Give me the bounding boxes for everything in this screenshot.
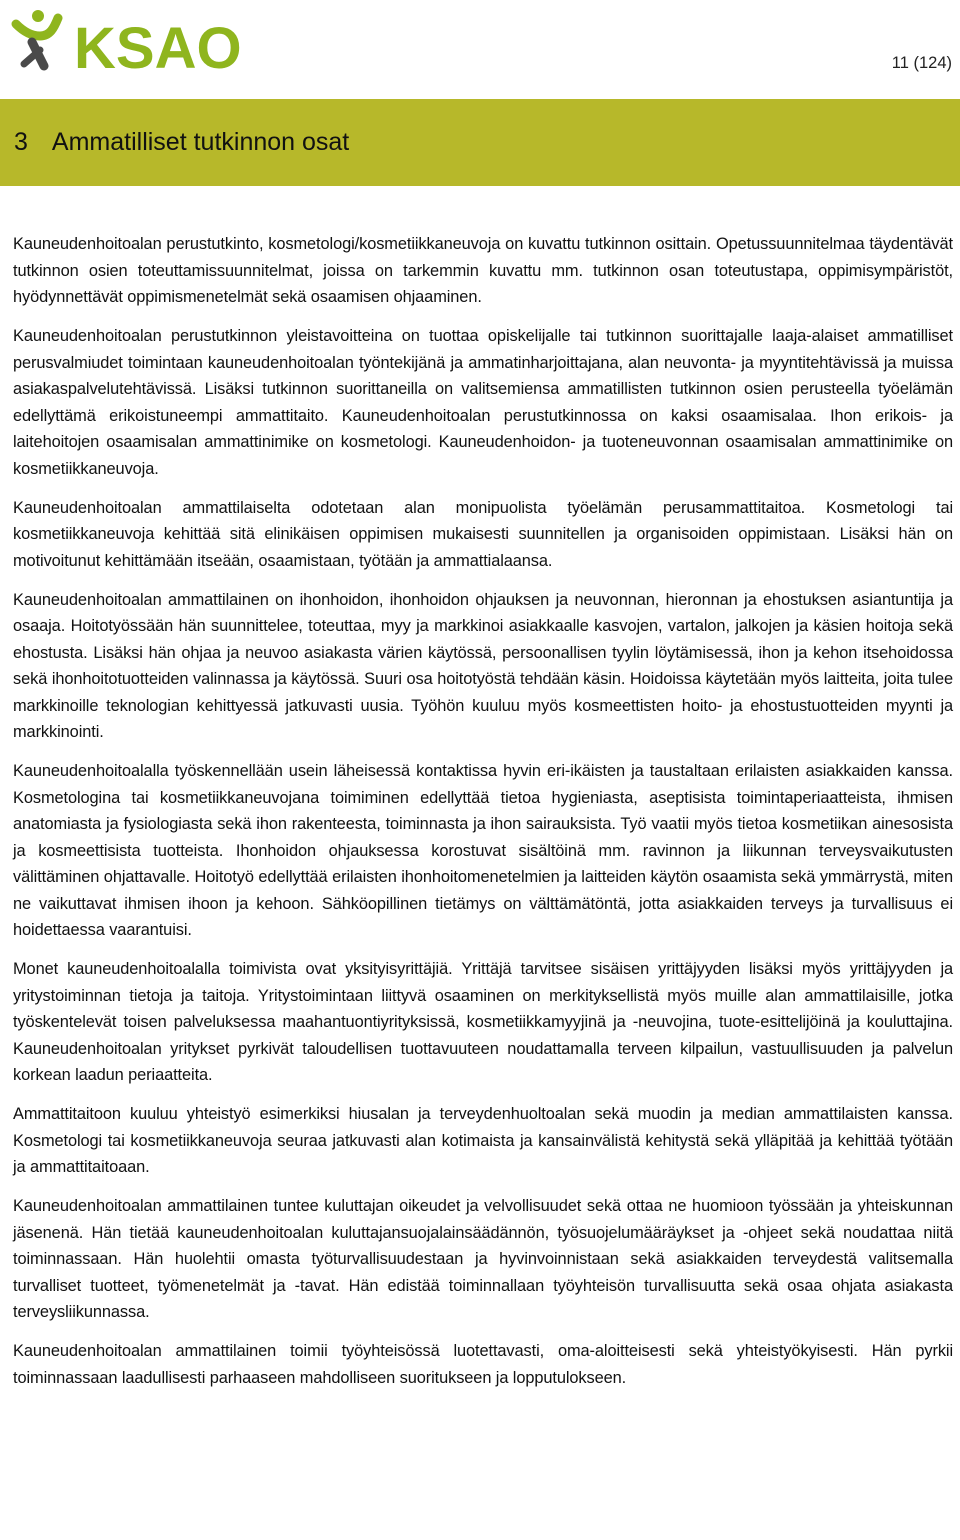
- paragraph: Ammattitaitoon kuuluu yhteistyö esimerkiksi hiusalan ja terveydenhuoltoalan sekä muodin ja median ammattilaisten kanssa. Kosmetologi tai kosmetiikkaneuvoja seuraa jatkuvasti alan kotimaista ja kansainvälistä kehitystä sekä ylläpitää ja kehittää työtään ja ammattitaitoaan.: [13, 1105, 953, 1176]
- paragraph: Kauneudenhoitoalan ammattilaiselta odotetaan alan monipuolista työelämän perusammattitaitoa. Kosmetologi tai kosmetiikkaneuvoja kehittää sitä elinikäisen oppimisen mukaisesti suunnitellen ja organisoiden oppimistaan. Lisäksi hän on motivoitunut kehittämään itseään, osaamistaan, työtään ja ammattialaansa.: [13, 498, 953, 570]
- logo-wordmark: KSAO: [74, 16, 242, 72]
- chapter-title: Ammatilliset tutkinnon osat: [51, 128, 350, 156]
- paragraph: Kauneudenhoitoalan perustutkinto, kosmetologi/kosmetiikkaneuvoja on kuvattu tutkinnon osittain. Opetussuunnitelmaa täydentävät tutkinnon osien toteuttamissuunnitelmat, joissa on tarkemmin kuvattu mm. tutkinnon osan toteutustapa, oppimisympäristöt, hyödynnettävät oppimismenetelmät sekä osaamisen ohjaaminen.: [13, 235, 953, 306]
- ksao-logo: [10, 6, 260, 72]
- paragraph: Kauneudenhoitoalan ammattilainen on ihonhoidon, ihonhoidon ohjauksen ja neuvonnan, hieronnan ja ehostuksen asiantuntija ja osaaja. Hoitotyössään hän suunnittelee, toteuttaa, myy ja markkinoi asiakkaalle kasvojen, vartalon, jalkojen ja käsien hoitoja sekä ehostusta. Lisäksi hän ohjaa ja neuvoo asiakasta värien käytössä, persoonallisen tyylin löytämisessä, ihon ja kehon itsehoidossa sekä ihonhoitotuotteiden valinnassa ja käytössä. Suuri osa hoitotyöstä tehdään käsin. Hoidoissa käytetään myös laitteita, joita tulee markkinoille teknologian kehittyessä jatkuvasti uusia. Työhön kuuluu myös kosmeettisten hoito- ja ehostustuotteiden myynti ja markkinointi.: [13, 590, 953, 741]
- paragraph: Kauneudenhoitoalan perustutkinnon yleistavoitteina on tuottaa opiskelijalle tai tutkinnon suorittajalle laaja-alaiset ammatilliset perusvalmiudet toimintaan kauneudenhoitoalan työntekijänä ja ammatinharjoittajana, alan neuvonta- ja myyntitehtävissä ja muissa asiakaspalvelutehtävissä. Lisäksi tutkinnon suorittaneilla on valitsemiensa ammatillisten tutkinnon osien perusteella työelämän edellyttämä erikoistuneempi ammattitaito. Kauneudenhoitoalan perustutkinnossa on kaksi osaamisalaa. Ihon erikois- ja laitehoitojen osaamisalan ammattinimike on kosmetologi. Kauneudenhoidon- ja tuoteneuvonnan osaamisalan ammattinimike on kosmetiikkaneuvoja.: [13, 327, 953, 478]
- body-text: [13, 231, 953, 1404]
- paragraph: Kauneudenhoitoalan ammattilainen toimii työyhteisössä luotettavasti, oma-aloitteisesti sekä yhteistyökyisesti. Hän pyrkii toiminnassaan laadullisesti parhaaseen mahdolliseen suoritukseen ja lopputulokseen.: [13, 1342, 953, 1387]
- paragraph: Monet kauneudenhoitoalalla toimivista ovat yksityisyrittäjiä. Yrittäjä tarvitsee sisäisen yrittäjyyden lisäksi myös yrittäjyyden ja yritystoiminnan tietoja ja taitoja. Yritystoimintaan liittyvä osaaminen on merkityksellistä myös muille alan ammattilaisille, jotka työskentelevät toisen palveluksessa maahantuontiyrityksissä, kosmetiikkamyyjinä ja -neuvojina, tuote-esittelijöinä ja kouluttajina. Kauneudenhoitoalan yritykset pyrkivät taloudellisen tuottavuuteen noudattamalla terveen kilpailun, vastuullisuuden ja palvelun korkean laadun periaatteita.: [13, 960, 953, 1084]
- paragraph: Kauneudenhoitoalan ammattilainen tuntee kuluttajan oikeudet ja velvollisuudet sekä ottaa ne huomioon työssään ja yhteiskunnan jäsenenä. Hän tietää kauneudenhoitoalan kuluttajansuojalainsäädännön, työsuojelumääräykset ja -ohjeet sekä noudattaa niitä toiminnassaan. Hän huolehtii omasta työturvallisuudestaan ja hyvinvoinnistaan sekä asiakkaiden terveydestä valitsemalla turvalliset tuotteet, työmenetelmät ja -tavat. Hän edistää toiminnallaan työyhteisön turvallisuutta sekä osaa ohjata asiakasta terveysliikunnassa.: [13, 1197, 953, 1321]
- paragraph: Kauneudenhoitoalalla työskennellään usein läheisessä kontaktissa hyvin eri-ikäisten ja taustaltaan erilaisten asiakkaiden kanssa. Kosmetologina tai kosmetiikkaneuvojana toimiminen edellyttää tietoa hygieniasta, aseptisista toimintaperiaatteista, ihmisen anatomiasta ja fysiologiasta sekä ihon rakenteesta, toiminnasta ja ihon sairauksista. Työ vaatii myös tietoa kosmetiikan ainesosista ja kosmeettisista tuotteista. Ihonhoidon ohjauksessa korostuvat sisältöinä mm. ravinnon ja liikunnan terveysvaikutusten välittäminen ohjattavalle. Hoitotyö edellyttää erilaisten ihonhoitomenetelmien ja laitteiden käytön osaamista sekä ymmärrystä, miten ne vaikuttavat ihmisen ihoon ja kehoon. Sähköopillinen tietämys on välttämätöntä, jotta asiakkaiden terveys ja turvallisuus ei hoidettaessa vaarantuisi.: [13, 762, 953, 939]
- ksao-logo-mark: [10, 6, 260, 72]
- page-number: 11 (124): [891, 54, 952, 72]
- chapter-number: 3: [14, 128, 28, 156]
- chapter-heading: [14, 128, 349, 157]
